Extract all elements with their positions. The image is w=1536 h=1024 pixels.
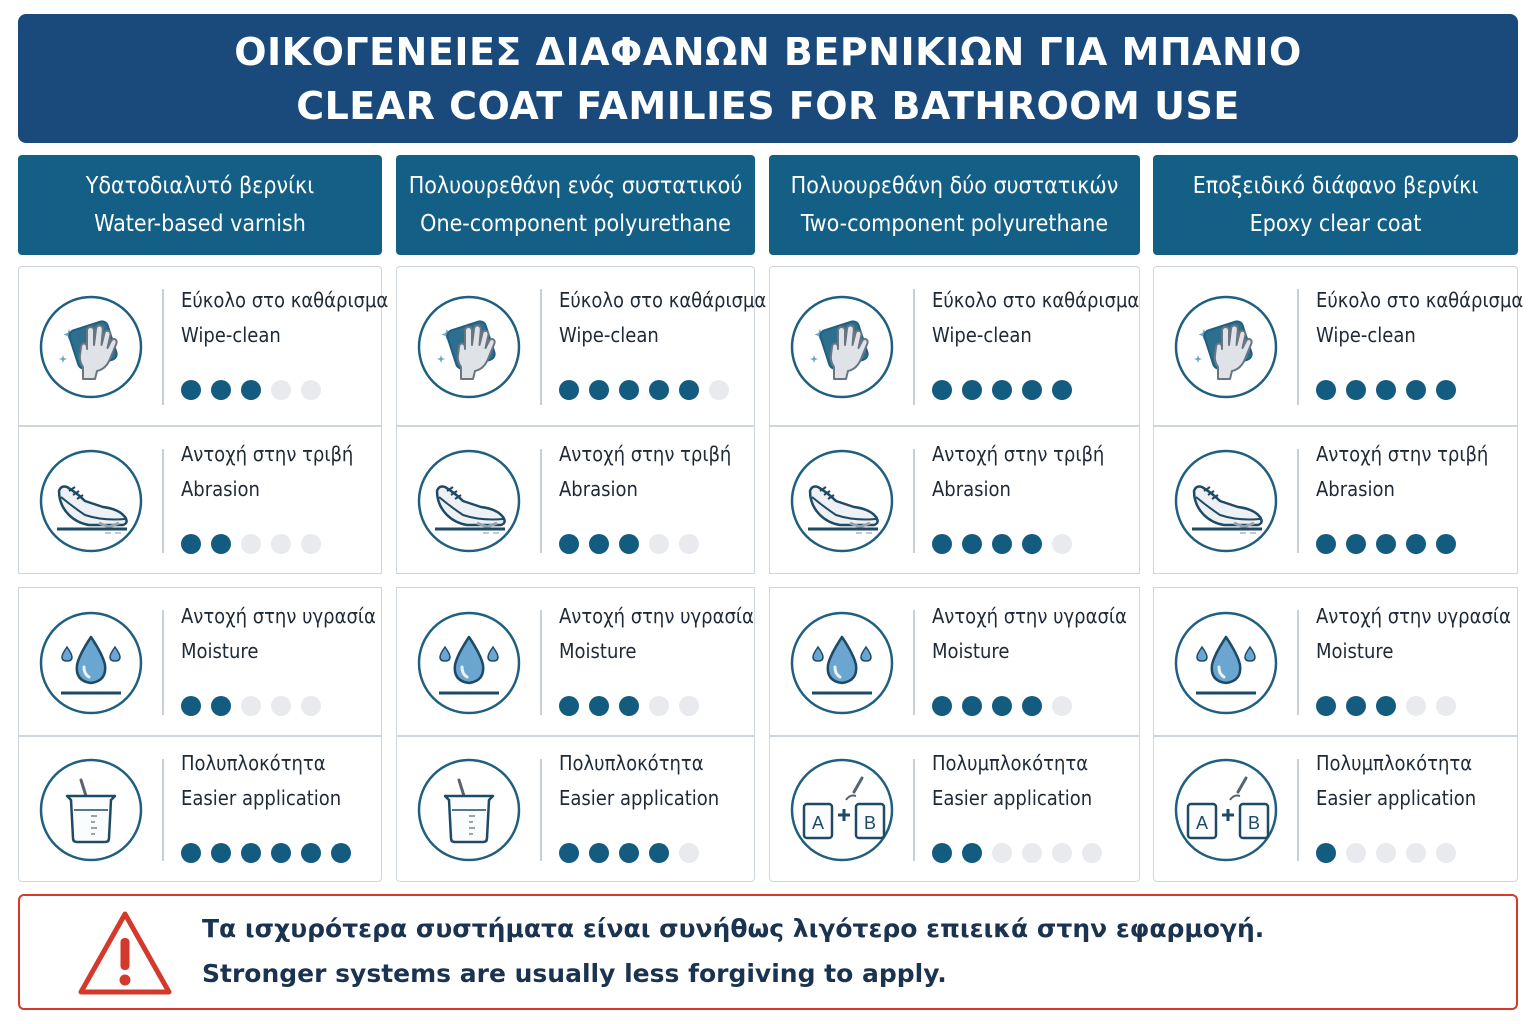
rating-dot-filled (589, 843, 609, 863)
rating-dots (559, 380, 729, 400)
shoe-scuff-icon (417, 449, 521, 553)
cell-divider (913, 449, 915, 553)
rating-dot-empty (1022, 843, 1042, 863)
column-header-english: Two-component polyurethane (800, 211, 1109, 237)
rating-cell (769, 587, 1140, 736)
rating-dot-filled (181, 843, 201, 863)
criterion-label-greek: Αντοχή στην υγρασία (559, 604, 754, 628)
rating-dot-filled (679, 380, 699, 400)
cell-divider (540, 759, 542, 861)
rating-cell (18, 426, 382, 574)
rating-dot-empty (709, 380, 729, 400)
rating-dot-filled (211, 843, 231, 863)
rating-dot-filled (1376, 696, 1396, 716)
page-title-english: CLEAR COAT FAMILIES FOR BATHROOM USE (296, 83, 1240, 128)
criterion-label-greek: Εύκολο στο καθάρισμα (181, 288, 389, 312)
column-header-greek: Πολυουρεθάνη δύο συστατικών (790, 173, 1119, 199)
cell-divider (1297, 449, 1299, 553)
criterion-label-english: Moisture (932, 639, 1010, 663)
criterion-label-greek: Εύκολο στο καθάρισμα (1316, 288, 1524, 312)
rating-dot-filled (619, 696, 639, 716)
cell-divider (913, 759, 915, 861)
rating-cell (1153, 266, 1524, 426)
hand-wiping-cloth-icon (790, 295, 894, 399)
cell-divider (913, 289, 915, 405)
rating-dot-empty (1406, 843, 1426, 863)
rating-cell (1153, 426, 1518, 574)
cell-divider (162, 449, 164, 553)
shoe-scuff-icon (790, 449, 894, 553)
cell-divider (1297, 610, 1299, 715)
criterion-label-greek: Αντοχή στην τριβή (932, 442, 1105, 466)
rating-dots (181, 843, 351, 863)
rating-dot-empty (241, 696, 261, 716)
water-drop-icon (790, 611, 894, 715)
rating-dot-filled (559, 696, 579, 716)
rating-cell (769, 266, 1140, 426)
rating-cell (1153, 587, 1518, 736)
rating-dot-filled (962, 380, 982, 400)
criterion-label-greek: Αντοχή στην υγρασία (932, 604, 1127, 628)
rating-dot-filled (962, 696, 982, 716)
cell-divider (1297, 289, 1299, 405)
rating-dot-filled (619, 843, 639, 863)
rating-dots (181, 380, 321, 400)
criterion-label-greek: Πολυμπλοκότητα (932, 751, 1089, 775)
rating-dot-empty (1376, 843, 1396, 863)
rating-dot-empty (301, 534, 321, 554)
rating-dot-filled (301, 843, 321, 863)
rating-dot-filled (932, 843, 952, 863)
rating-dot-filled (992, 380, 1012, 400)
rating-dot-filled (932, 534, 952, 554)
mixing-cup-icon (417, 758, 521, 862)
criterion-label-greek: Αντοχή στην τριβή (1316, 442, 1489, 466)
criterion-label-english: Easier application (181, 786, 342, 810)
rating-dot-empty (1436, 843, 1456, 863)
criterion-label-english: Moisture (181, 639, 259, 663)
criterion-label-english: Abrasion (932, 477, 1011, 501)
cell-divider (540, 289, 542, 405)
rating-dot-filled (1346, 696, 1366, 716)
rating-dot-filled (241, 380, 261, 400)
rating-dots (559, 696, 699, 716)
rating-dots (559, 534, 699, 554)
rating-dot-filled (271, 843, 291, 863)
rating-dots (1316, 534, 1456, 554)
rating-dot-empty (679, 843, 699, 863)
cell-divider (1297, 759, 1299, 861)
rating-dots (932, 843, 1102, 863)
rating-dot-filled (1376, 380, 1396, 400)
rating-dot-empty (679, 696, 699, 716)
hand-wiping-cloth-icon (39, 295, 143, 399)
rating-dot-empty (1052, 843, 1072, 863)
rating-cell (769, 426, 1140, 574)
cell-divider (162, 610, 164, 715)
page-title-banner (18, 14, 1518, 143)
rating-cell (396, 426, 755, 574)
rating-dot-filled (181, 534, 201, 554)
svg-text:B: B (863, 813, 877, 833)
column-header-2 (396, 155, 755, 255)
rating-dot-filled (559, 843, 579, 863)
rating-dot-filled (1022, 534, 1042, 554)
column-header-english: Epoxy clear coat (1249, 211, 1422, 237)
rating-dot-empty (241, 534, 261, 554)
mixing-cup-icon (39, 758, 143, 862)
rating-dots (1316, 843, 1456, 863)
rating-dot-filled (181, 696, 201, 716)
rating-cell (396, 266, 767, 426)
rating-cell (1153, 736, 1518, 882)
rating-dot-filled (589, 696, 609, 716)
shoe-scuff-icon (39, 449, 143, 553)
criterion-label-english: Abrasion (181, 477, 260, 501)
rating-dot-filled (1316, 380, 1336, 400)
column-header-english: Water-based varnish (94, 211, 306, 237)
criterion-label-greek: Πολυμπλοκότητα (1316, 751, 1473, 775)
column-header-3 (769, 155, 1140, 255)
rating-dots (559, 843, 699, 863)
criterion-label-greek: Πολυπλοκότητα (181, 751, 326, 775)
rating-dot-filled (211, 534, 231, 554)
rating-dot-filled (1406, 380, 1426, 400)
rating-cell (18, 736, 382, 882)
criterion-label-english: Moisture (1316, 639, 1394, 663)
rating-dot-filled (559, 380, 579, 400)
column-header-4 (1153, 155, 1518, 255)
rating-dot-filled (1022, 696, 1042, 716)
criterion-label-english: Abrasion (1316, 477, 1395, 501)
criterion-label-greek: Αντοχή στην τριβή (559, 442, 732, 466)
rating-dot-empty (271, 534, 291, 554)
cell-divider (540, 610, 542, 715)
rating-dot-filled (559, 534, 579, 554)
rating-cell (396, 736, 755, 882)
criterion-label-english: Easier application (1316, 786, 1477, 810)
rating-dot-empty (1436, 696, 1456, 716)
rating-dot-filled (649, 843, 669, 863)
column-header-english: One-component polyurethane (420, 211, 731, 237)
column-header-greek: Πολυουρεθάνη ενός συστατικού (408, 173, 743, 199)
column-header-greek: Εποξειδικό διάφανο βερνίκι (1192, 173, 1479, 199)
criterion-label-english: Wipe-clean (559, 323, 659, 347)
svg-text:A: A (811, 813, 825, 833)
rating-dot-empty (271, 380, 291, 400)
cell-divider (540, 449, 542, 553)
svg-text:A: A (1195, 813, 1209, 833)
warning-triangle-icon (76, 908, 174, 998)
rating-dot-filled (181, 380, 201, 400)
rating-dots (1316, 696, 1456, 716)
criterion-label-english: Abrasion (559, 477, 638, 501)
warning-text-english: Stronger systems are usually less forgiving to apply. (202, 959, 947, 988)
rating-dot-filled (962, 843, 982, 863)
rating-dot-filled (992, 696, 1012, 716)
criterion-label-greek: Αντοχή στην υγρασία (181, 604, 376, 628)
shoe-scuff-icon (1174, 449, 1278, 553)
water-drop-icon (1174, 611, 1278, 715)
rating-dot-filled (1316, 843, 1336, 863)
rating-dot-filled (1376, 534, 1396, 554)
rating-dot-filled (589, 380, 609, 400)
criterion-label-english: Easier application (559, 786, 720, 810)
two-component-a-plus-b-icon (790, 758, 894, 862)
water-drop-icon (39, 611, 143, 715)
criterion-label-greek: Πολυπλοκότητα (559, 751, 704, 775)
rating-dot-empty (1082, 843, 1102, 863)
rating-dot-filled (1406, 534, 1426, 554)
criterion-label-english: Easier application (932, 786, 1093, 810)
two-component-a-plus-b-icon (1174, 758, 1278, 862)
rating-dot-filled (932, 380, 952, 400)
svg-text:B: B (1247, 813, 1261, 833)
warning-text-greek: Τα ισχυρότερα συστήματα είναι συνήθως λιγότερο επιεικά στην εφαρμογή. (202, 914, 1265, 943)
rating-dot-filled (1436, 380, 1456, 400)
rating-dots (1316, 380, 1456, 400)
rating-cell (18, 587, 382, 736)
rating-dots (932, 534, 1072, 554)
water-drop-icon (417, 611, 521, 715)
rating-dot-filled (932, 696, 952, 716)
criterion-label-english: Wipe-clean (1316, 323, 1416, 347)
rating-dot-empty (1406, 696, 1426, 716)
rating-cell (396, 587, 755, 736)
rating-dot-empty (649, 696, 669, 716)
warning-box (18, 894, 1518, 1010)
rating-dot-filled (331, 843, 351, 863)
criterion-label-greek: Αντοχή στην τριβή (181, 442, 354, 466)
rating-dot-filled (211, 696, 231, 716)
rating-dots (932, 696, 1072, 716)
cell-divider (913, 610, 915, 715)
rating-cell (769, 736, 1140, 882)
rating-dot-filled (1436, 534, 1456, 554)
column-header-greek: Υδατοδιαλυτό βερνίκι (85, 173, 315, 199)
rating-dot-filled (619, 380, 639, 400)
rating-dots (181, 696, 321, 716)
rating-dot-empty (271, 696, 291, 716)
rating-dot-empty (301, 380, 321, 400)
rating-dot-filled (992, 534, 1012, 554)
criterion-label-english: Moisture (559, 639, 637, 663)
rating-dot-empty (1052, 696, 1072, 716)
page-title-greek: ΟΙΚΟΓΕΝΕΙΕΣ ΔΙΑΦΑΝΩΝ ΒΕΡΝΙΚΙΩΝ ΓΙΑ ΜΠΑΝΙΟ (234, 29, 1302, 74)
rating-dot-filled (962, 534, 982, 554)
rating-dot-empty (1346, 843, 1366, 863)
rating-dot-filled (1316, 696, 1336, 716)
rating-dot-filled (649, 380, 669, 400)
column-header-1 (18, 155, 382, 255)
criterion-label-greek: Εύκολο στο καθάρισμα (559, 288, 767, 312)
rating-dot-empty (1052, 534, 1072, 554)
hand-wiping-cloth-icon (1174, 295, 1278, 399)
rating-dot-empty (679, 534, 699, 554)
rating-cell (18, 266, 389, 426)
rating-dot-empty (301, 696, 321, 716)
rating-dots (932, 380, 1072, 400)
rating-dot-empty (649, 534, 669, 554)
rating-dot-filled (1346, 534, 1366, 554)
rating-dot-filled (1316, 534, 1336, 554)
rating-dot-filled (1052, 380, 1072, 400)
criterion-label-greek: Εύκολο στο καθάρισμα (932, 288, 1140, 312)
rating-dot-filled (211, 380, 231, 400)
rating-dot-filled (619, 534, 639, 554)
criterion-label-english: Wipe-clean (932, 323, 1032, 347)
hand-wiping-cloth-icon (417, 295, 521, 399)
cell-divider (162, 759, 164, 861)
criterion-label-english: Wipe-clean (181, 323, 281, 347)
rating-dot-filled (589, 534, 609, 554)
rating-dots (181, 534, 321, 554)
rating-dot-filled (1022, 380, 1042, 400)
rating-dot-filled (1346, 380, 1366, 400)
criterion-label-greek: Αντοχή στην υγρασία (1316, 604, 1511, 628)
rating-dot-filled (241, 843, 261, 863)
rating-dot-empty (992, 843, 1012, 863)
cell-divider (162, 289, 164, 405)
